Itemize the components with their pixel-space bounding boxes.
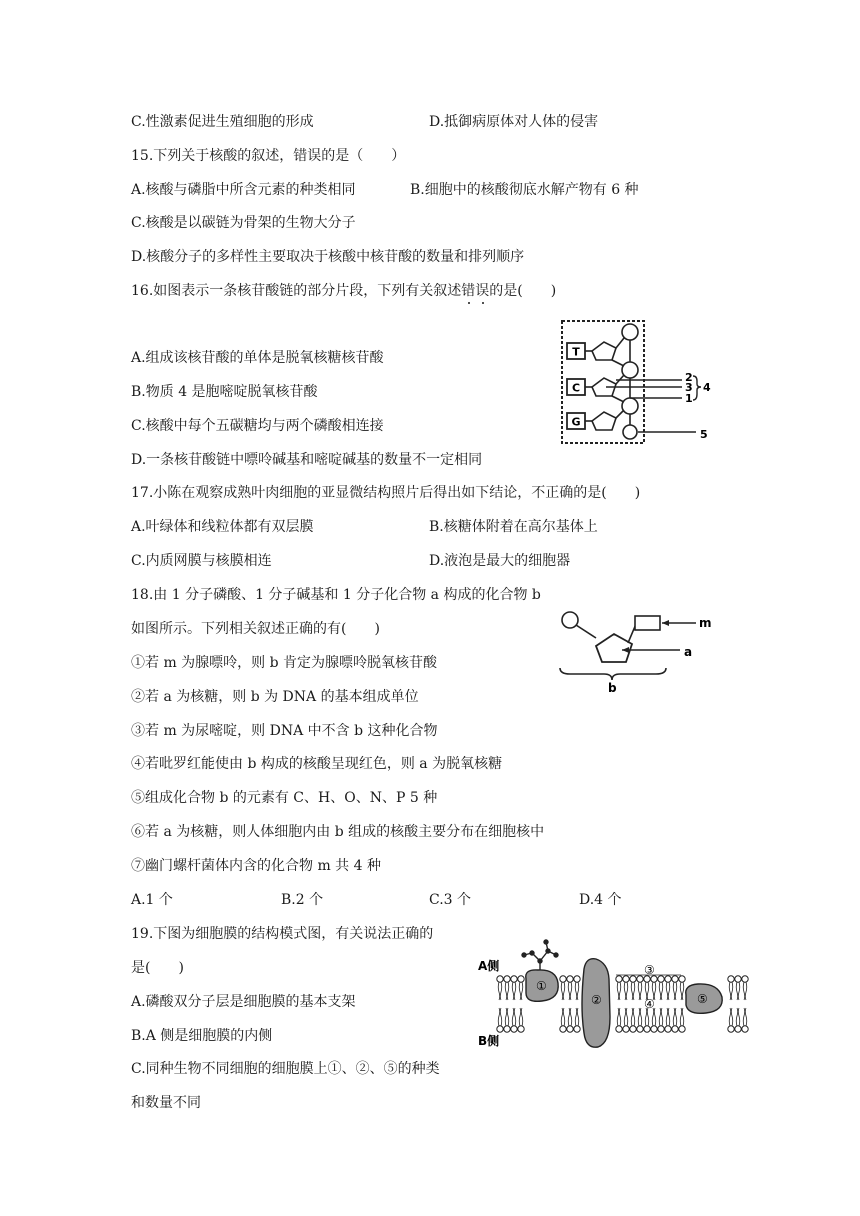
phospholipid-head bbox=[518, 976, 524, 982]
q16-stem-emphasis-2: 误 bbox=[475, 283, 490, 299]
q19-option-b: B.A 侧是细胞膜的内侧 bbox=[131, 1028, 273, 1044]
q18-item-4: ④若吡罗红能使由 b 构成的核酸呈现红色，则 a 为脱氧核糖 bbox=[131, 756, 503, 772]
phospholipid-head bbox=[651, 1026, 657, 1032]
phospholipid-tail bbox=[743, 982, 747, 1000]
q17-option-b: B.核糖体附着在高尔基体上 bbox=[429, 519, 598, 535]
phospholipid-head bbox=[623, 976, 629, 982]
q19-option-a: A.磷酸双分子层是细胞膜的基本支架 bbox=[131, 994, 356, 1010]
phospholipid-head bbox=[672, 976, 678, 982]
q18-item-6: ⑥若 a 为核糖，则人体细胞内由 b 组成的核酸主要分布在细胞核中 bbox=[131, 824, 545, 840]
brace-4 bbox=[693, 376, 701, 400]
phospholipid-head bbox=[497, 1026, 503, 1032]
phospholipid-tail bbox=[659, 1008, 663, 1026]
phospholipid-tail bbox=[666, 1008, 670, 1026]
brace-b bbox=[560, 668, 666, 680]
q17-stem: 17.小陈在观察成熟叶肉细胞的亚显微结构照片后得出如下结论，不正确的是( ) bbox=[131, 485, 641, 501]
phospholipid-tail bbox=[505, 982, 509, 1000]
q18-option-b: B.2 个 bbox=[281, 892, 324, 908]
phospholipid-head bbox=[616, 976, 622, 982]
phospholipid-tail bbox=[673, 1008, 677, 1026]
q19-option-c-line-2: 和数量不同 bbox=[131, 1095, 201, 1111]
phospholipid-head bbox=[742, 976, 748, 982]
phospholipid-head bbox=[665, 1026, 671, 1032]
q18-option-d: D.4 个 bbox=[579, 892, 622, 908]
phospholipid-head bbox=[511, 1026, 517, 1032]
phospholipid-tail bbox=[617, 982, 621, 1000]
q18-item-2: ②若 a 为核糖，则 b 为 DNA 的基本组成单位 bbox=[131, 689, 419, 705]
glycoprotein-sugar-chain bbox=[522, 940, 558, 971]
phospholipid-tail bbox=[617, 1008, 621, 1026]
label-3: 3 bbox=[685, 381, 693, 394]
phospholipid-tail bbox=[575, 1008, 579, 1026]
label-b: b bbox=[608, 681, 617, 695]
q16-stem-emphasis-1: 错 bbox=[461, 283, 476, 299]
q19-stem-line-2: 是( ) bbox=[131, 960, 184, 976]
label-m: m bbox=[699, 616, 712, 630]
q17-option-c: C.内质网膜与核膜相连 bbox=[131, 553, 272, 569]
phospholipid-head bbox=[630, 1026, 636, 1032]
phospholipid-head bbox=[504, 976, 510, 982]
label-3: ③ bbox=[644, 963, 655, 977]
phospholipid-head bbox=[574, 1026, 580, 1032]
phospholipid-head bbox=[679, 976, 685, 982]
phospholipid-tail bbox=[666, 982, 670, 1000]
q18-item-5: ⑤组成化合物 b 的元素有 C、H、O、N、P 5 种 bbox=[131, 790, 438, 806]
phospholipid-head bbox=[511, 976, 517, 982]
phospholipid-tail bbox=[568, 982, 572, 1000]
q16-option-d: D.一条核苷酸链中嘌呤碱基和嘧啶碱基的数量不一定相同 bbox=[131, 452, 483, 468]
q19-option-c-line-1: C.同种生物不同细胞的细胞膜上①、②、⑤的种类 bbox=[131, 1061, 440, 1077]
label-5: 5 bbox=[700, 428, 708, 441]
phospholipid-head bbox=[518, 1026, 524, 1032]
q15-stem: 15.下列关于核酸的叙述，错误的是（ ） bbox=[131, 148, 406, 164]
phosphate-circle bbox=[623, 425, 637, 439]
phospholipid-tail bbox=[680, 1008, 684, 1026]
pentose-sugar bbox=[592, 342, 616, 360]
phospholipid-head bbox=[735, 976, 741, 982]
q14-option-c: C.性激素促进生殖细胞的形成 bbox=[131, 114, 314, 130]
phospholipid-tail bbox=[736, 1008, 740, 1026]
q16-stem-post: 的是( ) bbox=[489, 283, 557, 299]
phospholipid-tail bbox=[512, 1008, 516, 1026]
q18-option-c: C.3 个 bbox=[429, 892, 472, 908]
q15-option-b: B.细胞中的核酸彻底水解产物有 6 种 bbox=[410, 182, 639, 198]
label-4: 4 bbox=[703, 381, 711, 394]
side-a-label: A侧 bbox=[478, 959, 500, 973]
phospholipid-head bbox=[637, 1026, 643, 1032]
q18-item-1: ①若 m 为腺嘌呤，则 b 肯定为腺嘌呤脱氧核苷酸 bbox=[131, 655, 438, 671]
label-5: ⑤ bbox=[697, 992, 708, 1006]
base-label-g: G bbox=[571, 415, 581, 429]
q18-stem-line-2: 如图所示。下列相关叙述正确的有( ) bbox=[131, 621, 380, 637]
arrowhead-m bbox=[662, 620, 669, 626]
q17-option-a: A.叶绿体和线粒体都有双层膜 bbox=[131, 519, 314, 535]
phospholipid-tail bbox=[659, 982, 663, 1000]
phospholipid-tail bbox=[680, 982, 684, 1000]
q18-item-3: ③若 m 为尿嘧啶，则 DNA 中不含 b 这种化合物 bbox=[131, 723, 438, 739]
phospholipid-tail bbox=[519, 982, 523, 1000]
phospholipid-head bbox=[658, 976, 664, 982]
phospholipid-head bbox=[504, 1026, 510, 1032]
q16-stem bbox=[131, 282, 556, 300]
phospholipid-head bbox=[644, 1026, 650, 1032]
phospholipid-head bbox=[728, 976, 734, 982]
phospholipid-head bbox=[574, 976, 580, 982]
q18-item-7: ⑦幽门螺杆菌体内含的化合物 m 共 4 种 bbox=[131, 858, 381, 874]
base-box-m bbox=[635, 616, 660, 630]
pentose-sugar bbox=[592, 412, 616, 430]
phospholipid-head bbox=[630, 976, 636, 982]
phospholipid-head bbox=[735, 1026, 741, 1032]
phosphate-circle bbox=[622, 324, 638, 340]
phospholipid-head bbox=[658, 1026, 664, 1032]
phospholipid-tail bbox=[729, 982, 733, 1000]
phospholipid-tail bbox=[638, 1008, 642, 1026]
pentose-sugar-a bbox=[596, 634, 632, 662]
phosphate-circle bbox=[622, 398, 638, 414]
q16-option-c: C.核酸中每个五碳糖均与两个磷酸相连接 bbox=[131, 418, 384, 434]
q19-cell-membrane-figure bbox=[476, 937, 756, 1057]
phospholipid-tail bbox=[512, 982, 516, 1000]
phospholipid-head bbox=[616, 1026, 622, 1032]
q16-option-a: A.组成该核苷酸的单体是脱氧核糖核苷酸 bbox=[131, 350, 384, 366]
label-1: ① bbox=[536, 979, 547, 993]
phospholipid-tail bbox=[561, 1008, 565, 1026]
phospholipid-tail bbox=[673, 982, 677, 1000]
q16-stem-pre: 16.如图表示一条核苷酸链的部分片段，下列有关叙述 bbox=[131, 283, 462, 299]
phospholipid-tail bbox=[638, 982, 642, 1000]
phospholipid-tail bbox=[568, 1008, 572, 1026]
phospholipid-head bbox=[567, 1026, 573, 1032]
q16-option-b: B.物质 4 是胞嘧啶脱氧核苷酸 bbox=[131, 384, 318, 400]
phospholipid-tail bbox=[743, 1008, 747, 1026]
q15-option-a: A.核酸与磷脂中所含元素的种类相同 bbox=[131, 182, 356, 198]
phospholipid-tail bbox=[631, 1008, 635, 1026]
phospholipid-tail bbox=[729, 1008, 733, 1026]
label-2: 2 bbox=[685, 371, 693, 384]
phospholipid-tail bbox=[624, 1008, 628, 1026]
phospholipid-tail bbox=[498, 982, 502, 1000]
base-label-c: C bbox=[571, 381, 581, 395]
sugar-phosphate-bond bbox=[612, 396, 624, 402]
base-label-t: T bbox=[572, 345, 580, 359]
q17-option-d: D.液泡是最大的细胞器 bbox=[429, 553, 571, 569]
q14-option-d: D.抵御病原体对人体的侵害 bbox=[429, 114, 599, 130]
phospholipid-head bbox=[672, 1026, 678, 1032]
phospholipid-tail bbox=[575, 982, 579, 1000]
label-a: a bbox=[684, 645, 693, 659]
phospholipid-tail bbox=[561, 982, 565, 1000]
phospholipid-head bbox=[560, 1026, 566, 1032]
q16-nucleotide-chain-figure bbox=[556, 318, 716, 450]
sugar-phosphate-bond bbox=[616, 338, 624, 348]
phospholipid-head bbox=[637, 976, 643, 982]
label-1: 1 bbox=[685, 392, 693, 405]
phospholipid-head bbox=[567, 976, 573, 982]
phospholipid-tail bbox=[631, 982, 635, 1000]
q18-stem-line-1: 18.由 1 分子磷酸、1 分子碱基和 1 分子化合物 a 构成的化合物 b bbox=[131, 587, 541, 603]
phospholipid-tail bbox=[736, 982, 740, 1000]
phospholipid-head bbox=[728, 1026, 734, 1032]
q19-stem-line-1: 19.下图为细胞膜的结构模式图，有关说法正确的 bbox=[131, 926, 434, 942]
side-b-label: B侧 bbox=[478, 1034, 500, 1048]
phospholipid-head bbox=[497, 976, 503, 982]
label-2: ② bbox=[591, 993, 602, 1007]
phospholipid-head bbox=[623, 1026, 629, 1032]
phosphate-sugar-bond bbox=[576, 625, 596, 638]
sugar-phosphate-bond bbox=[612, 360, 624, 366]
label-4: ④ bbox=[644, 997, 655, 1011]
phospholipid-tail bbox=[505, 1008, 509, 1026]
phospholipid-tail bbox=[624, 982, 628, 1000]
q18-nucleotide-figure bbox=[556, 610, 716, 696]
q15-option-c: C.核酸是以碳链为骨架的生物大分子 bbox=[131, 215, 356, 231]
phosphate-circle bbox=[562, 612, 578, 628]
phospholipid-head bbox=[679, 1026, 685, 1032]
sugar-phosphate-bond bbox=[616, 410, 624, 418]
phospholipid-head bbox=[742, 1026, 748, 1032]
q18-option-a: A.1 个 bbox=[131, 892, 173, 908]
phospholipid-tail bbox=[519, 1008, 523, 1026]
phospholipid-tail bbox=[498, 1008, 502, 1026]
phospholipid-head bbox=[560, 976, 566, 982]
q15-option-d: D.核酸分子的多样性主要取决于核酸中核苷酸的数量和排列顺序 bbox=[131, 249, 525, 265]
phospholipid-head bbox=[665, 976, 671, 982]
